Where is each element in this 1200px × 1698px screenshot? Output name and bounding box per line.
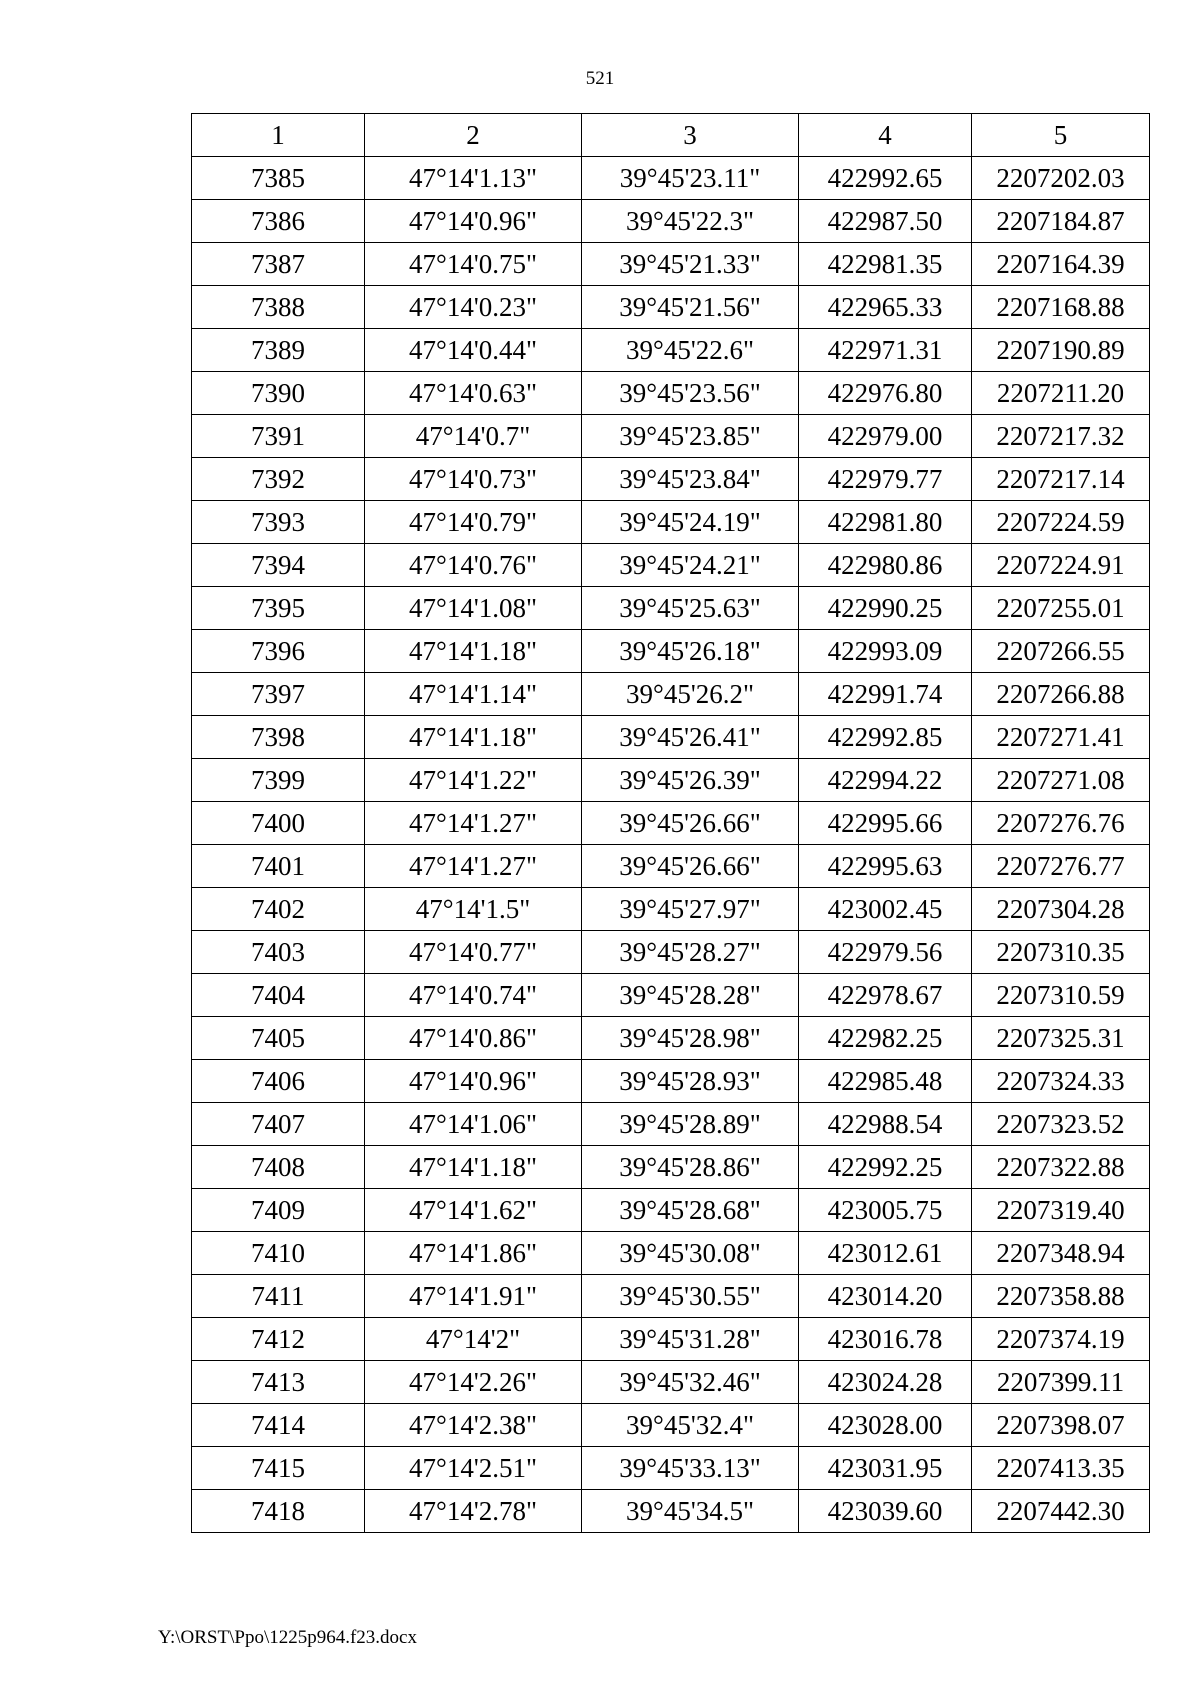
table-row (192, 329, 1150, 372)
y-coordinate-cell: 2207398.07 (972, 1404, 1150, 1447)
latitude-cell: 47°14'0.44" (365, 329, 582, 372)
column-header-2: 2 (365, 114, 582, 157)
longitude-cell: 39°45'26.2" (582, 673, 799, 716)
table-row (192, 458, 1150, 501)
longitude-cell: 39°45'26.39" (582, 759, 799, 802)
table-row (192, 544, 1150, 587)
x-coordinate-cell: 422976.80 (799, 372, 972, 415)
y-coordinate-cell: 2207164.39 (972, 243, 1150, 286)
longitude-cell: 39°45'34.5" (582, 1490, 799, 1533)
x-coordinate-cell: 423028.00 (799, 1404, 972, 1447)
table-row (192, 1361, 1150, 1404)
longitude-cell: 39°45'28.98" (582, 1017, 799, 1060)
x-coordinate-cell: 422979.56 (799, 931, 972, 974)
point-number-cell: 7395 (192, 587, 365, 630)
x-coordinate-cell: 422993.09 (799, 630, 972, 673)
x-coordinate-cell: 422981.35 (799, 243, 972, 286)
y-coordinate-cell: 2207202.03 (972, 157, 1150, 200)
latitude-cell: 47°14'0.96" (365, 1060, 582, 1103)
point-number-cell: 7402 (192, 888, 365, 931)
longitude-cell: 39°45'30.55" (582, 1275, 799, 1318)
table-row (192, 1275, 1150, 1318)
longitude-cell: 39°45'30.08" (582, 1232, 799, 1275)
longitude-cell: 39°45'23.56" (582, 372, 799, 415)
table-row (192, 501, 1150, 544)
latitude-cell: 47°14'1.13" (365, 157, 582, 200)
longitude-cell: 39°45'25.63" (582, 587, 799, 630)
y-coordinate-cell: 2207217.14 (972, 458, 1150, 501)
x-coordinate-cell: 422992.65 (799, 157, 972, 200)
x-coordinate-cell: 422982.25 (799, 1017, 972, 1060)
latitude-cell: 47°14'1.62" (365, 1189, 582, 1232)
coordinates-table-body (192, 114, 1150, 1533)
x-coordinate-cell: 422980.86 (799, 544, 972, 587)
latitude-cell: 47°14'1.18" (365, 716, 582, 759)
y-coordinate-cell: 2207168.88 (972, 286, 1150, 329)
latitude-cell: 47°14'1.22" (365, 759, 582, 802)
column-header-1: 1 (192, 114, 365, 157)
table-row (192, 759, 1150, 802)
x-coordinate-cell: 422995.66 (799, 802, 972, 845)
x-coordinate-cell: 423005.75 (799, 1189, 972, 1232)
point-number-cell: 7407 (192, 1103, 365, 1146)
table-row (192, 673, 1150, 716)
longitude-cell: 39°45'28.93" (582, 1060, 799, 1103)
x-coordinate-cell: 423024.28 (799, 1361, 972, 1404)
point-number-cell: 7399 (192, 759, 365, 802)
table-row (192, 157, 1150, 200)
y-coordinate-cell: 2207358.88 (972, 1275, 1150, 1318)
latitude-cell: 47°14'2.51" (365, 1447, 582, 1490)
latitude-cell: 47°14'2.26" (365, 1361, 582, 1404)
longitude-cell: 39°45'22.3" (582, 200, 799, 243)
latitude-cell: 47°14'1.18" (365, 1146, 582, 1189)
point-number-cell: 7392 (192, 458, 365, 501)
y-coordinate-cell: 2207310.59 (972, 974, 1150, 1017)
y-coordinate-cell: 2207304.28 (972, 888, 1150, 931)
table-row (192, 587, 1150, 630)
latitude-cell: 47°14'0.73" (365, 458, 582, 501)
latitude-cell: 47°14'1.27" (365, 845, 582, 888)
column-header-4: 4 (799, 114, 972, 157)
x-coordinate-cell: 422985.48 (799, 1060, 972, 1103)
table-row (192, 1404, 1150, 1447)
table-header-row (192, 114, 1150, 157)
y-coordinate-cell: 2207190.89 (972, 329, 1150, 372)
latitude-cell: 47°14'1.14" (365, 673, 582, 716)
x-coordinate-cell: 422987.50 (799, 200, 972, 243)
table-row (192, 974, 1150, 1017)
point-number-cell: 7405 (192, 1017, 365, 1060)
point-number-cell: 7412 (192, 1318, 365, 1361)
point-number-cell: 7390 (192, 372, 365, 415)
table-row (192, 1146, 1150, 1189)
table-row (192, 888, 1150, 931)
y-coordinate-cell: 2207399.11 (972, 1361, 1150, 1404)
longitude-cell: 39°45'28.89" (582, 1103, 799, 1146)
y-coordinate-cell: 2207323.52 (972, 1103, 1150, 1146)
page-number: 521 (585, 68, 615, 89)
latitude-cell: 47°14'1.27" (365, 802, 582, 845)
longitude-cell: 39°45'27.97" (582, 888, 799, 931)
x-coordinate-cell: 422992.25 (799, 1146, 972, 1189)
x-coordinate-cell: 422965.33 (799, 286, 972, 329)
longitude-cell: 39°45'24.19" (582, 501, 799, 544)
longitude-cell: 39°45'28.68" (582, 1189, 799, 1232)
table-row (192, 1060, 1150, 1103)
x-coordinate-cell: 422981.80 (799, 501, 972, 544)
longitude-cell: 39°45'26.41" (582, 716, 799, 759)
point-number-cell: 7385 (192, 157, 365, 200)
point-number-cell: 7394 (192, 544, 365, 587)
latitude-cell: 47°14'0.86" (365, 1017, 582, 1060)
table-row (192, 1189, 1150, 1232)
longitude-cell: 39°45'23.84" (582, 458, 799, 501)
y-coordinate-cell: 2207324.33 (972, 1060, 1150, 1103)
latitude-cell: 47°14'1.06" (365, 1103, 582, 1146)
column-header-5: 5 (972, 114, 1150, 157)
x-coordinate-cell: 422979.77 (799, 458, 972, 501)
latitude-cell: 47°14'2.38" (365, 1404, 582, 1447)
x-coordinate-cell: 422990.25 (799, 587, 972, 630)
longitude-cell: 39°45'26.18" (582, 630, 799, 673)
y-coordinate-cell: 2207319.40 (972, 1189, 1150, 1232)
point-number-cell: 7404 (192, 974, 365, 1017)
coordinates-table (191, 113, 1150, 1533)
y-coordinate-cell: 2207224.91 (972, 544, 1150, 587)
latitude-cell: 47°14'0.77" (365, 931, 582, 974)
latitude-cell: 47°14'1.18" (365, 630, 582, 673)
table-row (192, 1232, 1150, 1275)
x-coordinate-cell: 423012.61 (799, 1232, 972, 1275)
table-row (192, 200, 1150, 243)
table-row (192, 845, 1150, 888)
table-row (192, 1447, 1150, 1490)
point-number-cell: 7397 (192, 673, 365, 716)
column-header-3: 3 (582, 114, 799, 157)
longitude-cell: 39°45'21.33" (582, 243, 799, 286)
y-coordinate-cell: 2207211.20 (972, 372, 1150, 415)
point-number-cell: 7400 (192, 802, 365, 845)
point-number-cell: 7406 (192, 1060, 365, 1103)
latitude-cell: 47°14'1.86" (365, 1232, 582, 1275)
x-coordinate-cell: 422978.67 (799, 974, 972, 1017)
latitude-cell: 47°14'0.63" (365, 372, 582, 415)
latitude-cell: 47°14'1.08" (365, 587, 582, 630)
latitude-cell: 47°14'2" (365, 1318, 582, 1361)
longitude-cell: 39°45'32.46" (582, 1361, 799, 1404)
y-coordinate-cell: 2207276.76 (972, 802, 1150, 845)
x-coordinate-cell: 423016.78 (799, 1318, 972, 1361)
latitude-cell: 47°14'0.23" (365, 286, 582, 329)
x-coordinate-cell: 422988.54 (799, 1103, 972, 1146)
y-coordinate-cell: 2207325.31 (972, 1017, 1150, 1060)
longitude-cell: 39°45'23.85" (582, 415, 799, 458)
point-number-cell: 7389 (192, 329, 365, 372)
document-file-path: Y:\ORST\Ppo\1225p964.f23.docx (158, 1627, 417, 1648)
point-number-cell: 7388 (192, 286, 365, 329)
longitude-cell: 39°45'24.21" (582, 544, 799, 587)
longitude-cell: 39°45'26.66" (582, 802, 799, 845)
latitude-cell: 47°14'1.5" (365, 888, 582, 931)
y-coordinate-cell: 2207413.35 (972, 1447, 1150, 1490)
table-row (192, 243, 1150, 286)
latitude-cell: 47°14'0.74" (365, 974, 582, 1017)
longitude-cell: 39°45'28.27" (582, 931, 799, 974)
x-coordinate-cell: 422979.00 (799, 415, 972, 458)
point-number-cell: 7418 (192, 1490, 365, 1533)
table-row (192, 286, 1150, 329)
y-coordinate-cell: 2207442.30 (972, 1490, 1150, 1533)
table-row (192, 802, 1150, 845)
y-coordinate-cell: 2207217.32 (972, 415, 1150, 458)
y-coordinate-cell: 2207266.88 (972, 673, 1150, 716)
latitude-cell: 47°14'0.79" (365, 501, 582, 544)
x-coordinate-cell: 422971.31 (799, 329, 972, 372)
longitude-cell: 39°45'31.28" (582, 1318, 799, 1361)
table-row (192, 1017, 1150, 1060)
latitude-cell: 47°14'1.91" (365, 1275, 582, 1318)
point-number-cell: 7398 (192, 716, 365, 759)
x-coordinate-cell: 422994.22 (799, 759, 972, 802)
table-row (192, 931, 1150, 974)
latitude-cell: 47°14'0.96" (365, 200, 582, 243)
y-coordinate-cell: 2207271.41 (972, 716, 1150, 759)
longitude-cell: 39°45'26.66" (582, 845, 799, 888)
x-coordinate-cell: 423014.20 (799, 1275, 972, 1318)
point-number-cell: 7387 (192, 243, 365, 286)
point-number-cell: 7403 (192, 931, 365, 974)
y-coordinate-cell: 2207276.77 (972, 845, 1150, 888)
x-coordinate-cell: 422992.85 (799, 716, 972, 759)
longitude-cell: 39°45'22.6" (582, 329, 799, 372)
longitude-cell: 39°45'33.13" (582, 1447, 799, 1490)
point-number-cell: 7386 (192, 200, 365, 243)
point-number-cell: 7410 (192, 1232, 365, 1275)
y-coordinate-cell: 2207271.08 (972, 759, 1150, 802)
y-coordinate-cell: 2207310.35 (972, 931, 1150, 974)
longitude-cell: 39°45'28.28" (582, 974, 799, 1017)
point-number-cell: 7414 (192, 1404, 365, 1447)
point-number-cell: 7413 (192, 1361, 365, 1404)
point-number-cell: 7411 (192, 1275, 365, 1318)
point-number-cell: 7393 (192, 501, 365, 544)
table-row (192, 372, 1150, 415)
longitude-cell: 39°45'21.56" (582, 286, 799, 329)
y-coordinate-cell: 2207322.88 (972, 1146, 1150, 1189)
x-coordinate-cell: 422991.74 (799, 673, 972, 716)
point-number-cell: 7401 (192, 845, 365, 888)
x-coordinate-cell: 423031.95 (799, 1447, 972, 1490)
table-row (192, 716, 1150, 759)
table-row (192, 1318, 1150, 1361)
table-row (192, 415, 1150, 458)
y-coordinate-cell: 2207348.94 (972, 1232, 1150, 1275)
y-coordinate-cell: 2207184.87 (972, 200, 1150, 243)
longitude-cell: 39°45'28.86" (582, 1146, 799, 1189)
longitude-cell: 39°45'23.11" (582, 157, 799, 200)
y-coordinate-cell: 2207266.55 (972, 630, 1150, 673)
point-number-cell: 7391 (192, 415, 365, 458)
table-row (192, 630, 1150, 673)
table-row (192, 1490, 1150, 1533)
point-number-cell: 7408 (192, 1146, 365, 1189)
y-coordinate-cell: 2207255.01 (972, 587, 1150, 630)
latitude-cell: 47°14'2.78" (365, 1490, 582, 1533)
latitude-cell: 47°14'0.7" (365, 415, 582, 458)
point-number-cell: 7396 (192, 630, 365, 673)
latitude-cell: 47°14'0.75" (365, 243, 582, 286)
point-number-cell: 7415 (192, 1447, 365, 1490)
x-coordinate-cell: 423002.45 (799, 888, 972, 931)
y-coordinate-cell: 2207224.59 (972, 501, 1150, 544)
longitude-cell: 39°45'32.4" (582, 1404, 799, 1447)
latitude-cell: 47°14'0.76" (365, 544, 582, 587)
y-coordinate-cell: 2207374.19 (972, 1318, 1150, 1361)
x-coordinate-cell: 423039.60 (799, 1490, 972, 1533)
point-number-cell: 7409 (192, 1189, 365, 1232)
table-row (192, 1103, 1150, 1146)
x-coordinate-cell: 422995.63 (799, 845, 972, 888)
